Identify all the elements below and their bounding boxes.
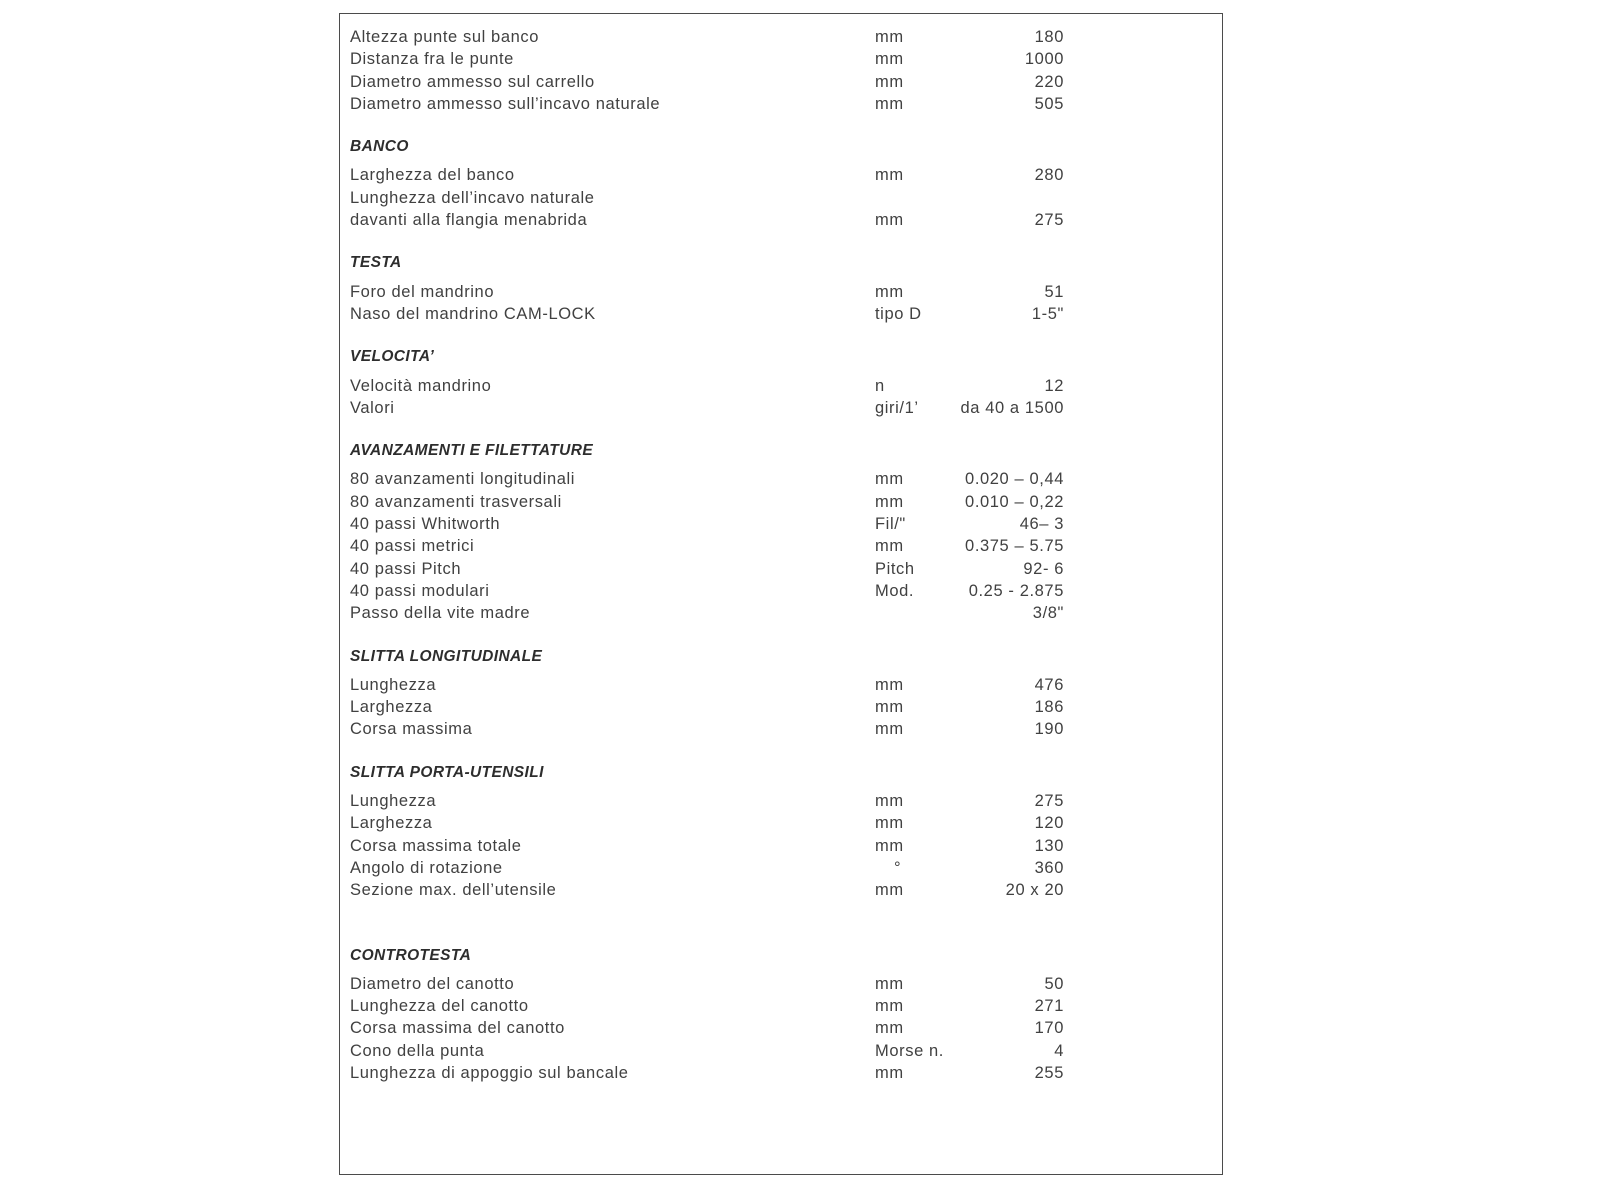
spec-label: Lunghezza del canotto (350, 997, 529, 1016)
spec-label: Diametro ammesso sull’incavo naturale (350, 94, 661, 113)
spec-unit: mm (875, 1019, 904, 1038)
spec-value: da 40 a 1500 (960, 398, 1064, 417)
spec-unit (875, 187, 945, 209)
spec-value: 130 (1034, 836, 1064, 855)
spec-unit: mm (875, 211, 904, 230)
spec-value: 360 (1034, 858, 1064, 877)
spec-row (350, 558, 1064, 580)
spec-unit: mm (875, 974, 904, 993)
spec-unit: n (875, 376, 885, 395)
spec-row (350, 812, 1064, 834)
spec-value: 12 (1044, 376, 1064, 395)
spec-unit: mm (875, 492, 904, 511)
spec-value: 275 (1034, 792, 1064, 811)
spec-section (350, 136, 1064, 231)
spec-label: Larghezza (350, 698, 433, 717)
spec-section (350, 945, 1064, 1085)
spec-row (350, 281, 1064, 303)
spec-row (350, 164, 1064, 186)
spec-value: 20 x 20 (1005, 881, 1064, 900)
spec-value: 3/8" (1032, 604, 1064, 623)
spec-section (350, 26, 1064, 115)
spec-section (350, 346, 1064, 419)
spec-row (350, 535, 1064, 557)
spec-unit: mm (875, 50, 904, 69)
spec-label: Lunghezza dell’incavo naturale (350, 188, 595, 207)
spec-label: Passo della vite madre (350, 604, 531, 623)
spec-row (350, 857, 1064, 879)
spec-row (350, 1062, 1064, 1084)
spec-row (350, 973, 1064, 995)
spec-label: Corsa massima totale (350, 836, 522, 855)
section-title: AVANZAMENTI E FILETTATURE (350, 442, 594, 460)
spec-value: 92- 6 (1023, 559, 1064, 578)
spec-row (350, 26, 1064, 48)
spec-value: 220 (1034, 72, 1064, 91)
spec-label: Sezione max. dell’utensile (350, 881, 557, 900)
spec-value: 186 (1034, 698, 1064, 717)
section-title: VELOCITA’ (350, 348, 435, 366)
spec-label: Velocità mandrino (350, 376, 492, 395)
spec-value: 180 (1034, 28, 1064, 46)
spec-label: Angolo di rotazione (350, 858, 503, 877)
spec-label: Naso del mandrino CAM-LOCK (350, 304, 596, 323)
spec-row (350, 1040, 1064, 1062)
spec-value: 275 (1034, 211, 1064, 230)
spec-label: 40 passi metrici (350, 537, 475, 556)
spec-label: Larghezza (350, 814, 433, 833)
section-title: SLITTA PORTA-UTENSILI (350, 763, 544, 781)
section-title: CONTROTESTA (350, 946, 472, 964)
spec-row (350, 303, 1064, 325)
spec-label: 80 avanzamenti longitudinali (350, 470, 576, 489)
spec-unit: mm (875, 997, 904, 1016)
spec-unit (875, 602, 945, 624)
spec-label: Cono della punta (350, 1041, 485, 1060)
spec-row (350, 602, 1064, 624)
spec-value (945, 187, 1064, 209)
spec-row (350, 93, 1064, 115)
spec-label: 40 passi Pitch (350, 559, 462, 578)
spec-row (350, 696, 1064, 718)
spec-label: 80 avanzamenti trasversali (350, 492, 562, 511)
spec-row (350, 835, 1064, 857)
spec-unit: mm (875, 1063, 904, 1082)
spec-row (350, 995, 1064, 1017)
spec-label: Corsa massima del canotto (350, 1019, 565, 1038)
spec-section (350, 762, 1064, 902)
spec-unit: Mod. (875, 581, 915, 600)
spec-unit: mm (875, 675, 904, 694)
spec-label: 40 passi modulari (350, 581, 490, 600)
spec-unit: mm (875, 720, 904, 739)
spec-unit: mm (875, 836, 904, 855)
spec-label: Diametro ammesso sul carrello (350, 72, 595, 91)
spec-row (350, 209, 1064, 231)
spec-unit: giri/1’ (875, 398, 919, 417)
spec-label: 40 passi Whitworth (350, 515, 501, 534)
spec-row (350, 718, 1064, 740)
spec-section (350, 252, 1064, 325)
spec-value: 0.020 – 0,44 (965, 470, 1064, 489)
spec-value: 0.25 - 2.875 (968, 581, 1064, 600)
spec-label: davanti alla flangia menabrida (350, 211, 588, 230)
section-title: SLITTA LONGITUDINALE (350, 647, 543, 665)
spec-row (350, 790, 1064, 812)
spec-unit: mm (875, 881, 904, 900)
spec-label: Valori (350, 398, 395, 417)
spec-row (350, 375, 1064, 397)
spec-row (350, 48, 1064, 70)
spec-section (350, 646, 1064, 741)
spec-row (350, 674, 1064, 696)
spec-row (350, 71, 1064, 93)
spec-value: 0.375 – 5.75 (965, 537, 1064, 556)
spec-unit: mm (875, 72, 904, 91)
spec-row (350, 468, 1064, 490)
spec-value: 1000 (1024, 50, 1064, 69)
spec-unit: mm (875, 537, 904, 556)
spec-unit: mm (875, 166, 904, 185)
spec-label: Altezza punte sul banco (350, 28, 539, 46)
spec-label: Larghezza del banco (350, 166, 515, 185)
spec-row (350, 491, 1064, 513)
spec-value: 120 (1034, 814, 1064, 833)
spec-row (350, 187, 1064, 209)
spec-label: Lunghezza (350, 675, 437, 694)
spec-unit: mm (875, 814, 904, 833)
spec-label: Foro del mandrino (350, 282, 495, 301)
spec-value: 190 (1034, 720, 1064, 739)
spec-value: 1-5" (1031, 304, 1064, 323)
spec-unit: Fil/" (875, 515, 906, 534)
spec-unit: Morse n. (875, 1041, 944, 1060)
spec-unit: Pitch (875, 559, 915, 578)
spec-table (350, 26, 1064, 1084)
spec-label: Lunghezza di appoggio sul bancale (350, 1063, 629, 1082)
spec-unit: mm (875, 282, 904, 301)
spec-section (350, 440, 1064, 624)
spec-row (350, 580, 1064, 602)
spec-value: 51 (1044, 282, 1064, 301)
spec-unit: mm (875, 698, 904, 717)
spec-value: 271 (1034, 997, 1064, 1016)
spec-value: 505 (1034, 94, 1064, 113)
spec-unit: mm (875, 470, 904, 489)
spec-value: 476 (1034, 675, 1064, 694)
spec-label: Corsa massima (350, 720, 473, 739)
spec-label: Diametro del canotto (350, 974, 515, 993)
spec-unit: mm (875, 94, 904, 113)
spec-unit: mm (875, 792, 904, 811)
spec-row (350, 879, 1064, 901)
spec-unit: mm (875, 28, 904, 46)
spec-unit: ° (894, 858, 902, 877)
spec-row (350, 1017, 1064, 1039)
spec-value: 50 (1044, 974, 1064, 993)
spec-label: Distanza fra le punte (350, 50, 514, 69)
spec-value: 4 (1054, 1041, 1064, 1060)
section-title: TESTA (350, 254, 402, 272)
spec-value: 46– 3 (1019, 515, 1064, 534)
spec-label: Lunghezza (350, 792, 437, 811)
spec-value: 280 (1034, 166, 1064, 185)
spec-value: 170 (1034, 1019, 1064, 1038)
spec-value: 0.010 – 0,22 (965, 492, 1064, 511)
spec-unit: tipo D (875, 304, 922, 323)
spec-row (350, 397, 1064, 419)
spec-value: 255 (1034, 1063, 1064, 1082)
spec-row (350, 513, 1064, 535)
section-title: BANCO (350, 138, 409, 156)
